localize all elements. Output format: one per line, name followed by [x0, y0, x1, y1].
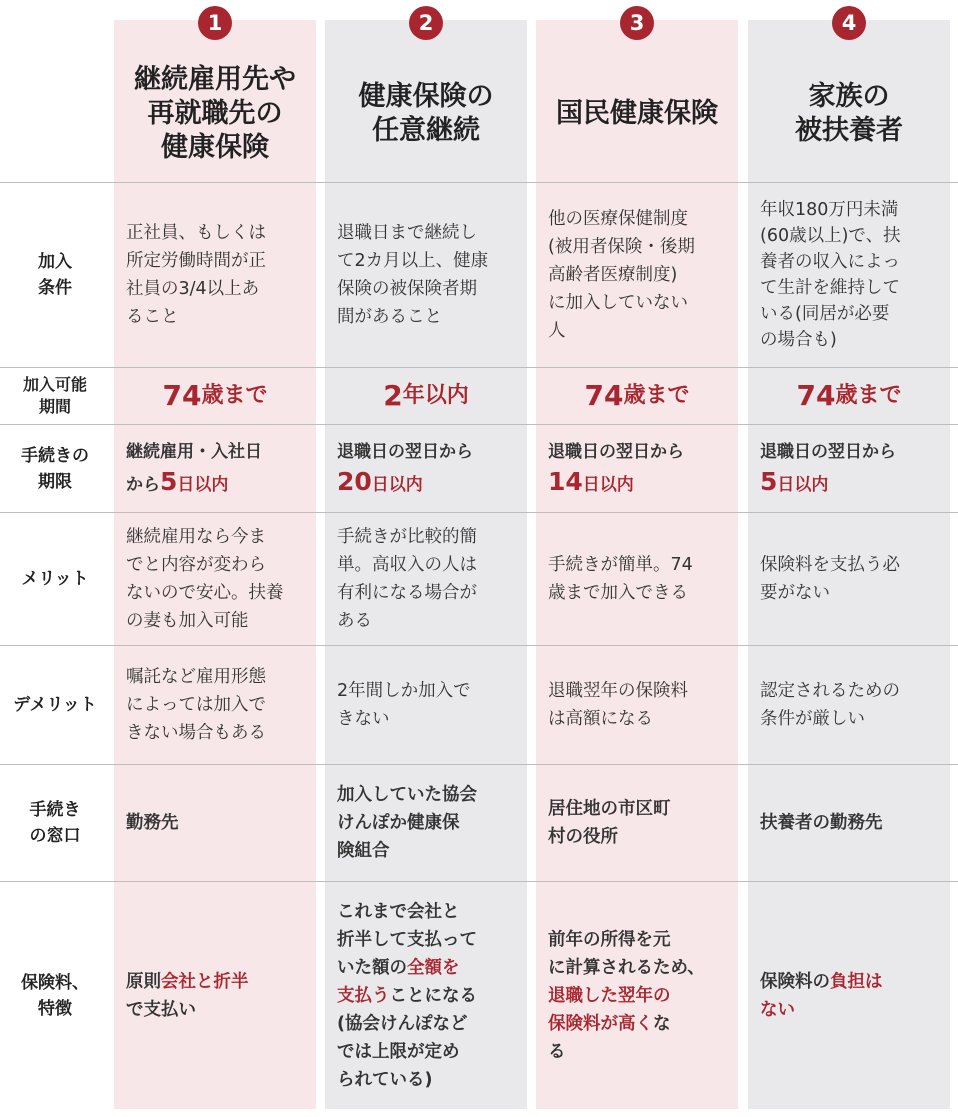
deadline-line: 継続雇用・入社日	[126, 442, 262, 462]
merit-cell: 手続きが比較的簡 単。高収入の人は 有利になる場合が ある	[337, 527, 477, 631]
fee-text	[548, 926, 705, 1066]
row-label-window: 手続き の窓口	[29, 800, 81, 846]
fee-highlight: 負担は ない	[760, 971, 883, 1020]
period-cell	[536, 368, 738, 424]
period-number: 2	[383, 379, 403, 412]
deadline-cell	[325, 425, 527, 512]
deadline-number: 20	[337, 467, 372, 496]
fee-cell	[536, 882, 738, 1109]
period-number: 74	[584, 379, 624, 412]
deadline-text	[548, 437, 684, 500]
deadline-line: 退職日の翌日から	[337, 442, 473, 462]
fee-text-part: 原則	[126, 971, 161, 992]
conditions-cell: 他の医療保健制度 (被用者保険・後期 高齢者医療制度) に加入していない 人	[548, 209, 695, 341]
demerit-cell: 嘱託など雇用形態 によっては加入で きない場合もある	[126, 667, 266, 743]
column-title: 国民健康保険	[556, 98, 718, 129]
fee-text	[126, 968, 249, 1024]
deadline-line: 退職日の翌日から	[760, 442, 896, 462]
period-cell	[748, 368, 950, 424]
fee-cell	[114, 882, 316, 1109]
deadline-text	[760, 437, 896, 500]
fee-text-part: 前年の所得を元 に計算されるため、	[548, 929, 705, 978]
fee-cell	[325, 882, 527, 1109]
fee-highlight: 会社と折半	[161, 971, 249, 992]
deadline-prefix: から	[126, 475, 160, 495]
conditions-cell: 年収180万円未満 (60歳以上)で、扶 養者の収入によっ て生計を維持して いる(同居が必要 の場合も)	[760, 200, 901, 350]
period-cell	[325, 368, 527, 424]
column-title: 健康保険の 任意継続	[358, 81, 494, 146]
period-cell	[114, 368, 316, 424]
deadline-unit: 日以内	[177, 475, 229, 495]
deadline-cell	[114, 425, 316, 512]
row-label-demerit: デメリット	[13, 695, 97, 715]
row-label-deadline: 手続きの 期限	[21, 445, 89, 492]
fee-highlight: 退職した翌年の 保険料が高く	[548, 985, 671, 1034]
row-label-fee: 保険料、 特徴	[21, 972, 89, 1019]
row-label-merit: メリット	[21, 569, 89, 589]
deadline-cell	[536, 425, 738, 512]
window-cell: 加入していた協会 けんぽか健康保 険組合	[337, 785, 477, 861]
deadline-text	[337, 437, 473, 500]
fee-text	[760, 968, 883, 1024]
deadline-unit: 日以内	[582, 475, 634, 495]
fee-text-part: で支払い	[126, 999, 196, 1020]
deadline-cell	[748, 425, 950, 512]
merit-cell: 継続雇用なら今ま でと内容が変わら ないので安心。扶養 の妻も加入可能	[126, 527, 284, 631]
deadline-text	[126, 437, 262, 500]
column-number-badge: 2	[409, 6, 443, 40]
fee-text-part: な る	[548, 1013, 671, 1062]
period-unit: 歳まで	[201, 383, 268, 408]
fee-highlight: 全額を 支払う	[337, 957, 460, 1006]
deadline-number: 5	[160, 467, 178, 496]
fee-cell	[748, 882, 950, 1109]
window-cell: 扶養者の勤務先	[760, 813, 883, 833]
demerit-cell: 退職翌年の保険料 は高額になる	[548, 681, 688, 729]
fee-text	[337, 898, 477, 1094]
fee-text-part: これまで会社と 折半して支払って いた額の	[337, 901, 477, 978]
conditions-cell: 退職日まで継続し て2カ月以上、健康 保険の被保険者期 間があること	[337, 223, 489, 327]
period-unit: 年以内	[402, 383, 469, 408]
merit-cell: 手続きが簡単。74 歳まで加入できる	[548, 555, 693, 603]
period-number: 74	[796, 379, 836, 412]
demerit-cell: 2年間しか加入で きない	[337, 681, 471, 729]
conditions-cell: 正社員、もしくは 所定労働時間が正 社員の3/4以上あ ること	[126, 223, 266, 327]
column-number-badge: 4	[832, 6, 866, 40]
deadline-unit: 日以内	[371, 475, 423, 495]
column-number-badge: 1	[198, 6, 232, 40]
deadline-unit: 日以内	[777, 475, 829, 495]
column-title: 家族の 被扶養者	[795, 81, 903, 146]
fee-text-part: ことになる (協会けんぽなど では上限が定め られている)	[337, 985, 477, 1090]
row-label-period: 加入可能 期間	[22, 375, 87, 416]
period-number: 74	[162, 379, 202, 412]
row-label-conditions: 加入 条件	[38, 252, 72, 298]
fee-text-part: 保険料の	[760, 971, 830, 992]
window-cell: 居住地の市区町 村の役所	[548, 799, 671, 847]
merit-cell: 保険料を支払う必 要がない	[760, 555, 900, 603]
demerit-cell: 認定されるための 条件が厳しい	[760, 681, 900, 729]
column-title: 継続雇用先や 再就職先の 健康保険	[134, 64, 296, 163]
period-unit: 歳まで	[835, 383, 902, 408]
deadline-line: 退職日の翌日から	[548, 442, 684, 462]
window-cell: 勤務先	[126, 813, 179, 833]
column-number-badge: 3	[620, 6, 654, 40]
deadline-number: 5	[760, 467, 778, 496]
period-unit: 歳まで	[623, 383, 690, 408]
deadline-number: 14	[548, 467, 583, 496]
